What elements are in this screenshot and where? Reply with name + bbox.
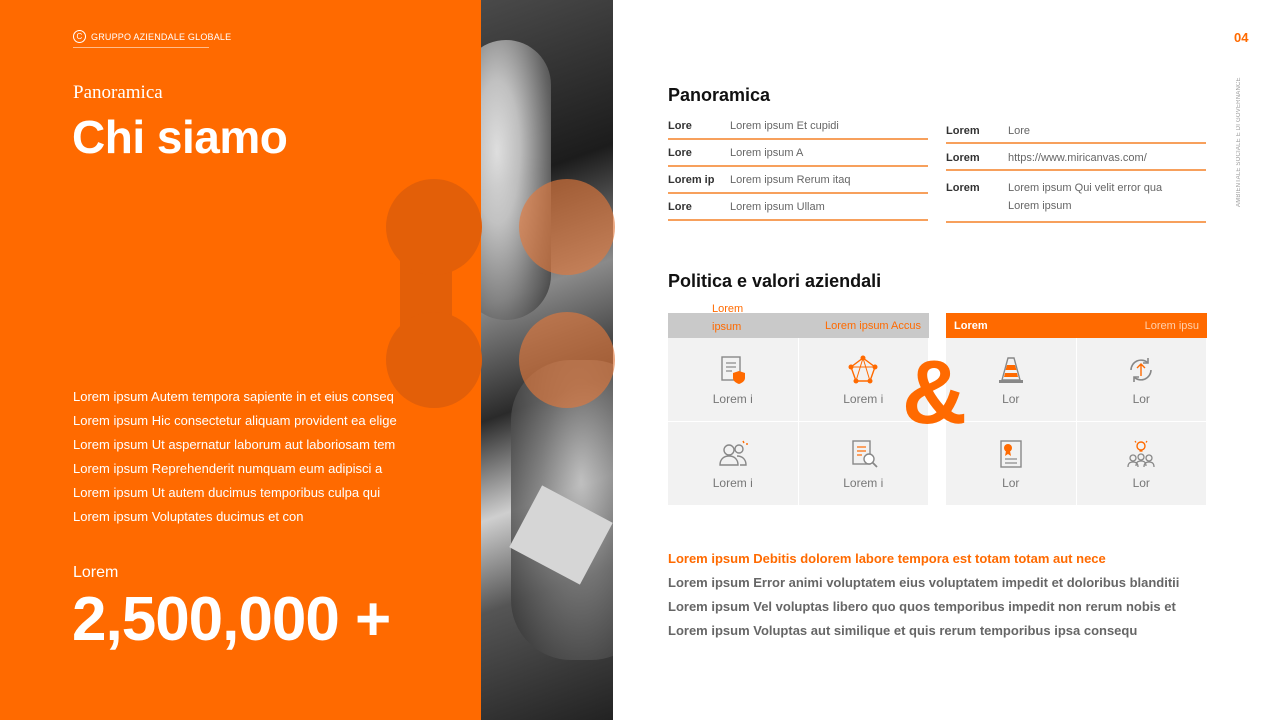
- row-key: Lorem: [946, 152, 980, 164]
- intro-text: [73, 385, 397, 529]
- text-line: Lorem ipsum Error animi voluptatem eius voluptatem impedit et doloribus blanditii: [668, 575, 1180, 590]
- page-title: Chi siamo: [72, 111, 288, 163]
- row-key: Lorem: [946, 125, 980, 137]
- table-row: [668, 194, 928, 221]
- block-header-left: Lorem: [954, 319, 988, 332]
- intro-line: Lorem ipsum Ut autem ducimus temporibus culpa qui: [73, 485, 381, 500]
- icon-cell: [668, 338, 799, 422]
- intro-line: Lorem ipsum Hic consectetur aliquam provident ea elige: [73, 413, 397, 428]
- intro-line: Lorem ipsum Ut aspernatur laborum aut laboriosam tem: [73, 437, 396, 452]
- icon-cell: [1077, 422, 1208, 506]
- brand-logo-icon: C: [73, 30, 86, 43]
- bottom-text: [668, 547, 1179, 643]
- icon-cell: [668, 422, 799, 506]
- page-number: 04: [1234, 30, 1249, 45]
- icon-grid: [946, 338, 1207, 506]
- row-key: Lore: [668, 146, 692, 159]
- block-header: [668, 313, 929, 338]
- cell-label: Lorem i: [712, 391, 753, 406]
- icon-grid: [668, 338, 929, 506]
- intro-line: Lorem ipsum Autem tempora sapiente in et eius conseq: [73, 389, 394, 404]
- overview-heading: Panoramica: [668, 85, 771, 105]
- text-line: Lorem ipsum Vel voluptas libero quo quos temporibus impedit non rerum nobis et: [668, 599, 1176, 614]
- document-search-icon: [847, 438, 879, 470]
- cell-label: Lorem i: [843, 475, 884, 490]
- table-row: [668, 167, 928, 194]
- cell-label: Lor: [1132, 475, 1150, 490]
- people-icon: [717, 438, 749, 470]
- block-header-right: Lorem ipsu: [1144, 319, 1199, 332]
- decor-circle: [519, 312, 615, 408]
- side-section-label: AMBIENTALE SOCIALE E DI GOVERNANCE: [1236, 77, 1242, 207]
- floating-label-line: ipsum: [712, 321, 742, 333]
- block-header: [946, 313, 1207, 338]
- row-value: Lorem ipsum Et cupidi: [730, 119, 839, 132]
- brand-name: GRUPPO AZIENDALE GLOBALE: [91, 31, 232, 42]
- stat-label: Lorem: [73, 564, 119, 581]
- certificate-icon: [995, 438, 1027, 470]
- overview-table-right: [946, 117, 1206, 223]
- table-row: [668, 113, 928, 140]
- row-key: Lorem: [946, 182, 980, 194]
- row-key: Lorem ip: [668, 173, 715, 186]
- row-value: Lorem ipsum Rerum itaq: [730, 173, 851, 186]
- policy-heading: Politica e valori aziendali: [668, 271, 882, 291]
- row-value-line: Lorem ipsum Qui velit error qua: [1008, 182, 1163, 194]
- brand: [73, 30, 231, 43]
- intro-line: Lorem ipsum Reprehenderit numquam eum adipisci a: [73, 461, 383, 476]
- decor-circle: [386, 179, 482, 275]
- stat-value: 2,500,000 +: [72, 585, 391, 654]
- cell-label: Lorem i: [843, 391, 884, 406]
- cell-label: Lor: [1132, 391, 1150, 406]
- cell-label: Lorem i: [712, 475, 753, 490]
- row-value: Lorem ipsum A: [730, 146, 804, 159]
- photo-bulb-shape: [481, 40, 551, 320]
- table-row: [946, 144, 1206, 171]
- text-line: Lorem ipsum Voluptas aut similique et quis rerum temporibus ipsa consequ: [668, 623, 1138, 638]
- table-row: [668, 140, 928, 167]
- policy-block-right: [946, 313, 1207, 506]
- cell-label: Lor: [1002, 391, 1020, 406]
- recycle-icon: [1125, 354, 1157, 386]
- row-key: Lore: [668, 200, 692, 213]
- decor-circle: [519, 179, 615, 275]
- page-subtitle: Panoramica: [73, 82, 163, 103]
- block-header-right: Lorem ipsum Accus: [825, 319, 921, 332]
- floating-label-line: Lorem: [712, 303, 744, 315]
- overview-table-left: [668, 113, 928, 221]
- table-row: [946, 171, 1206, 223]
- table-row: [946, 117, 1206, 144]
- website-link[interactable]: https://www.miricanvas.com/: [1008, 152, 1147, 164]
- intro-line: Lorem ipsum Voluptates ducimus et con: [73, 509, 304, 524]
- brand-divider: [73, 47, 209, 48]
- row-value: [1008, 173, 1162, 215]
- idea-team-icon: [1125, 438, 1157, 470]
- decor-circle: [386, 312, 482, 408]
- row-value: Lore: [1008, 125, 1031, 137]
- icon-cell: [1077, 338, 1208, 422]
- floating-label: [712, 300, 743, 336]
- ampersand-graphic: &: [902, 343, 967, 443]
- policy-block-left: [668, 313, 929, 506]
- row-key: Lore: [668, 119, 692, 132]
- cell-label: Lor: [1002, 475, 1020, 490]
- highlight-line: Lorem ipsum Debitis dolorem labore tempora est totam totam aut nece: [668, 551, 1106, 566]
- row-value-line: Lorem ipsum: [1008, 200, 1072, 212]
- document-shield-icon: [717, 354, 749, 386]
- row-value: Lorem ipsum Ullam: [730, 200, 825, 213]
- traffic-cone-icon: [995, 354, 1027, 386]
- network-icon: [847, 354, 879, 386]
